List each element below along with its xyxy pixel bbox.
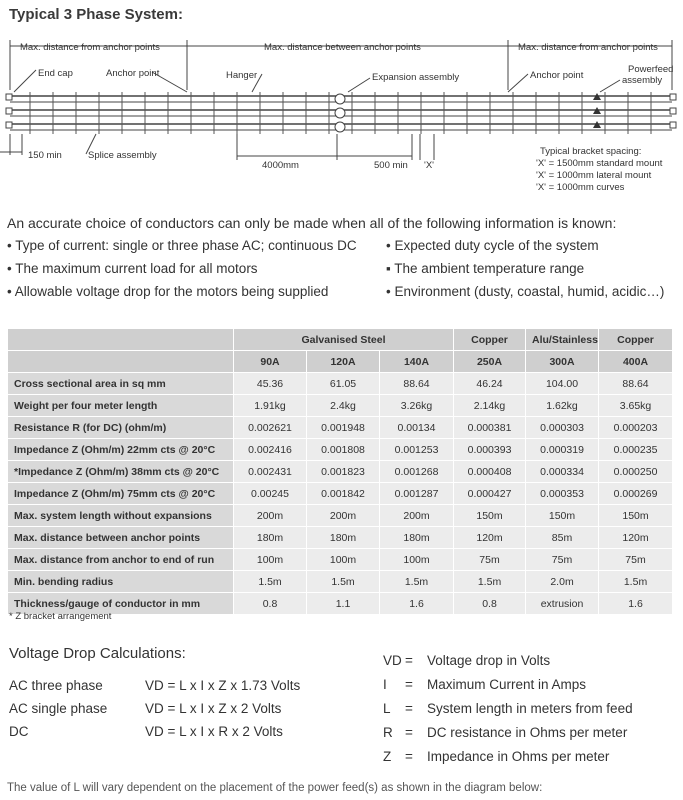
legend-symbol: VD — [383, 653, 402, 668]
table-cell: 100m — [307, 549, 380, 571]
table-cell: 0.002431 — [234, 461, 307, 483]
bullet-text: The maximum current load for all motors — [15, 261, 258, 276]
table-cell: 0.000334 — [526, 461, 599, 483]
table-cell: 0.000269 — [599, 483, 673, 505]
spacing-3: 'X' = 1000mm curves — [536, 182, 625, 193]
column-header-row — [8, 351, 673, 373]
table-cell: 1.6 — [599, 593, 673, 615]
table-row — [8, 439, 673, 461]
table-cell: 88.64 — [599, 373, 673, 395]
column-header: 300A — [526, 351, 599, 373]
bullet-text: Allowable voltage drop for the motors being supplied — [14, 284, 329, 299]
table-cell: 200m — [307, 505, 380, 527]
row-label: Max. distance between anchor points — [8, 527, 234, 549]
group-copper-1: Copper — [454, 329, 526, 351]
min-150-label: 150 min — [28, 150, 62, 161]
table-cell: 0.000381 — [454, 417, 526, 439]
table-cell: 45.36 — [234, 373, 307, 395]
x-label: 'X' — [424, 160, 434, 171]
group-alu-stainless: Alu/Stainless — [526, 329, 599, 351]
table-cell: 0.000427 — [454, 483, 526, 505]
table-cell: 75m — [599, 549, 673, 571]
table-row — [8, 505, 673, 527]
powerfeed-label-1: Powerfeed — [628, 64, 674, 75]
legend-equals: = — [405, 725, 413, 740]
column-header: 90A — [234, 351, 307, 373]
spec-table — [7, 328, 673, 615]
spacing-2: 'X' = 1000mm lateral mount — [536, 170, 652, 181]
formula-expression: VD = L x I x R x 2 Volts — [145, 724, 283, 739]
table-cell: 1.5m — [380, 571, 454, 593]
table-cell: 3.65kg — [599, 395, 673, 417]
row-label: Cross sectional area in sq mm — [8, 373, 234, 395]
table-cell: 1.62kg — [526, 395, 599, 417]
table-row — [8, 395, 673, 417]
legend-desc: DC resistance in Ohms per meter — [427, 725, 628, 740]
bullet-left-2: • The maximum current load for all motors — [7, 261, 258, 276]
dim-label-left: Max. distance from anchor points — [20, 42, 160, 53]
spacing-title: Typical bracket spacing: — [540, 146, 642, 157]
table-cell: 0.00134 — [380, 417, 454, 439]
table-cell: 88.64 — [380, 373, 454, 395]
row-label: Max. system length without expansions — [8, 505, 234, 527]
powerfeed-label-2: assembly — [622, 75, 663, 86]
footnote: * Z bracket arrangement — [9, 611, 112, 622]
table-cell: 1.1 — [307, 593, 380, 615]
table-cell: 0.002416 — [234, 439, 307, 461]
table-cell: 0.001808 — [307, 439, 380, 461]
table-cell: 1.5m — [454, 571, 526, 593]
table-cell: 180m — [234, 527, 307, 549]
table-cell: 180m — [307, 527, 380, 549]
column-header: 140A — [380, 351, 454, 373]
table-cell: 0.000319 — [526, 439, 599, 461]
bullet-right-3: • Environment (dusty, coastal, humid, acidic…) — [386, 284, 665, 299]
table-row — [8, 549, 673, 571]
legend-row — [383, 677, 586, 692]
row-label: Min. bending radius — [8, 571, 234, 593]
row-label: *Impedance Z (Ohm/m) 38mm cts @ 20°C — [8, 461, 234, 483]
table-cell: 0.000303 — [526, 417, 599, 439]
row-label: Resistance R (for DC) (ohm/m) — [8, 417, 234, 439]
table-cell: 1.5m — [599, 571, 673, 593]
row-label: Thickness/gauge of conductor in mm — [8, 593, 234, 615]
table-cell: 0.000393 — [454, 439, 526, 461]
table-cell: 0.001268 — [380, 461, 454, 483]
table-cell: 150m — [526, 505, 599, 527]
table-cell: 85m — [526, 527, 599, 549]
table-cell: 2.0m — [526, 571, 599, 593]
formula-name: AC three phase — [9, 678, 103, 693]
table-cell: 0.000203 — [599, 417, 673, 439]
legend-row — [383, 749, 609, 764]
table-cell: 100m — [234, 549, 307, 571]
row-label: Impedance Z (Ohm/m) 22mm cts @ 20°C — [8, 439, 234, 461]
table-cell: extrusion — [526, 593, 599, 615]
bullet-text: Expected duty cycle of the system — [394, 238, 599, 253]
table-cell: 2.4kg — [307, 395, 380, 417]
intro-text: An accurate choice of conductors can only be made when all of the following information is known: — [7, 215, 617, 231]
bottom-note: The value of L will vary dependent on the placement of the power feed(s) as shown in the diagram below: — [7, 782, 543, 794]
legend-desc: Maximum Current in Amps — [427, 677, 587, 692]
table-cell: 0.8 — [454, 593, 526, 615]
table-cell: 0.001253 — [380, 439, 454, 461]
page-title: Typical 3 Phase System: — [9, 6, 183, 23]
voltage-drop-title: Voltage Drop Calculations: — [9, 645, 186, 662]
table-cell: 0.000235 — [599, 439, 673, 461]
table-cell: 1.6 — [380, 593, 454, 615]
bullet-right-2: ▪ The ambient temperature range — [386, 261, 585, 276]
table-cell: 75m — [526, 549, 599, 571]
table-cell: 1.5m — [307, 571, 380, 593]
formula-name: AC single phase — [9, 701, 108, 716]
table-row — [8, 483, 673, 505]
column-header: 120A — [307, 351, 380, 373]
table-cell: 0.001823 — [307, 461, 380, 483]
legend-symbol: Z — [383, 749, 392, 764]
column-header: 400A — [599, 351, 673, 373]
legend-desc: System length in meters from feed — [427, 701, 633, 716]
header-blank — [8, 351, 234, 373]
expansion-circles — [335, 94, 345, 132]
table-cell: 0.000408 — [454, 461, 526, 483]
table-cell: 150m — [454, 505, 526, 527]
table-row — [8, 527, 673, 549]
table-cell: 120m — [454, 527, 526, 549]
formula-expression: VD = L x I x Z x 1.73 Volts — [145, 678, 301, 693]
legend-symbol: L — [383, 701, 391, 716]
table-cell: 200m — [234, 505, 307, 527]
spacing-1: 'X' = 1500mm standard mount — [536, 158, 663, 169]
formula-name: DC — [9, 724, 29, 739]
dim-label-middle: Max. distance between anchor points — [264, 42, 421, 53]
table-cell: 2.14kg — [454, 395, 526, 417]
table-cell: 180m — [380, 527, 454, 549]
legend-row — [383, 701, 633, 716]
group-copper-2: Copper — [599, 329, 673, 351]
row-label: Max. distance from anchor to end of run — [8, 549, 234, 571]
formula-expression: VD = L x I x Z x 2 Volts — [145, 701, 282, 716]
table-cell: 0.001948 — [307, 417, 380, 439]
table-cell: 100m — [380, 549, 454, 571]
table-row — [8, 373, 673, 395]
legend-row — [383, 725, 627, 740]
table-cell: 200m — [380, 505, 454, 527]
anchor-point-left-label: Anchor point — [106, 68, 160, 79]
legend-equals: = — [405, 653, 413, 668]
legend-symbol: R — [383, 725, 393, 740]
legend-equals: = — [405, 749, 413, 764]
bullet-text: Environment (dusty, coastal, humid, acidic…) — [394, 284, 665, 299]
table-cell: 3.26kg — [380, 395, 454, 417]
dim-500-label: 500 min — [374, 160, 408, 171]
row-label: Weight per four meter length — [8, 395, 234, 417]
header-blank — [8, 329, 234, 351]
expansion-assembly-label: Expansion assembly — [372, 72, 460, 83]
table-cell: 0.8 — [234, 593, 307, 615]
column-header: 250A — [454, 351, 526, 373]
anchor-point-right-label: Anchor point — [530, 70, 584, 81]
bullet-right-1: • Expected duty cycle of the system — [386, 238, 599, 253]
bullet-text: The ambient temperature range — [394, 261, 585, 276]
dim-label-right: Max. distance from anchor points — [518, 42, 658, 53]
table-cell: 0.002621 — [234, 417, 307, 439]
group-header-row — [8, 329, 673, 351]
table-cell: 1.91kg — [234, 395, 307, 417]
table-cell: 0.001287 — [380, 483, 454, 505]
table-cell: 61.05 — [307, 373, 380, 395]
hanger-label: Hanger — [226, 70, 258, 81]
table-cell: 120m — [599, 527, 673, 549]
table-cell: 150m — [599, 505, 673, 527]
table-cell: 0.000353 — [526, 483, 599, 505]
end-cap-label: End cap — [38, 68, 73, 79]
bullet-text: Type of current: single or three phase AC; continuous DC — [15, 238, 357, 253]
legend-equals: = — [405, 701, 413, 716]
group-galvanised-steel: Galvanised Steel — [234, 329, 454, 351]
table-cell: 104.00 — [526, 373, 599, 395]
dim-4000-label: 4000mm — [262, 160, 299, 171]
legend-row — [383, 653, 550, 668]
table-row — [8, 417, 673, 439]
table-cell: 46.24 — [454, 373, 526, 395]
legend-equals: = — [405, 677, 413, 692]
splice-assembly-label: Splice assembly — [88, 150, 157, 161]
legend-symbol: I — [383, 677, 387, 692]
table-cell: 0.000250 — [599, 461, 673, 483]
table-cell: 0.00245 — [234, 483, 307, 505]
row-label: Impedance Z (Ohm/m) 75mm cts @ 20°C — [8, 483, 234, 505]
legend-desc: Impedance in Ohms per meter — [427, 749, 610, 764]
legend-desc: Voltage drop in Volts — [427, 653, 551, 668]
table-row — [8, 571, 673, 593]
table-row — [8, 461, 673, 483]
table-cell: 1.5m — [234, 571, 307, 593]
table-cell: 75m — [454, 549, 526, 571]
table-cell: 0.001842 — [307, 483, 380, 505]
bullet-left-1: • Type of current: single or three phase AC; continuous DC — [7, 238, 357, 253]
bullet-left-3: • Allowable voltage drop for the motors being supplied — [7, 284, 329, 299]
